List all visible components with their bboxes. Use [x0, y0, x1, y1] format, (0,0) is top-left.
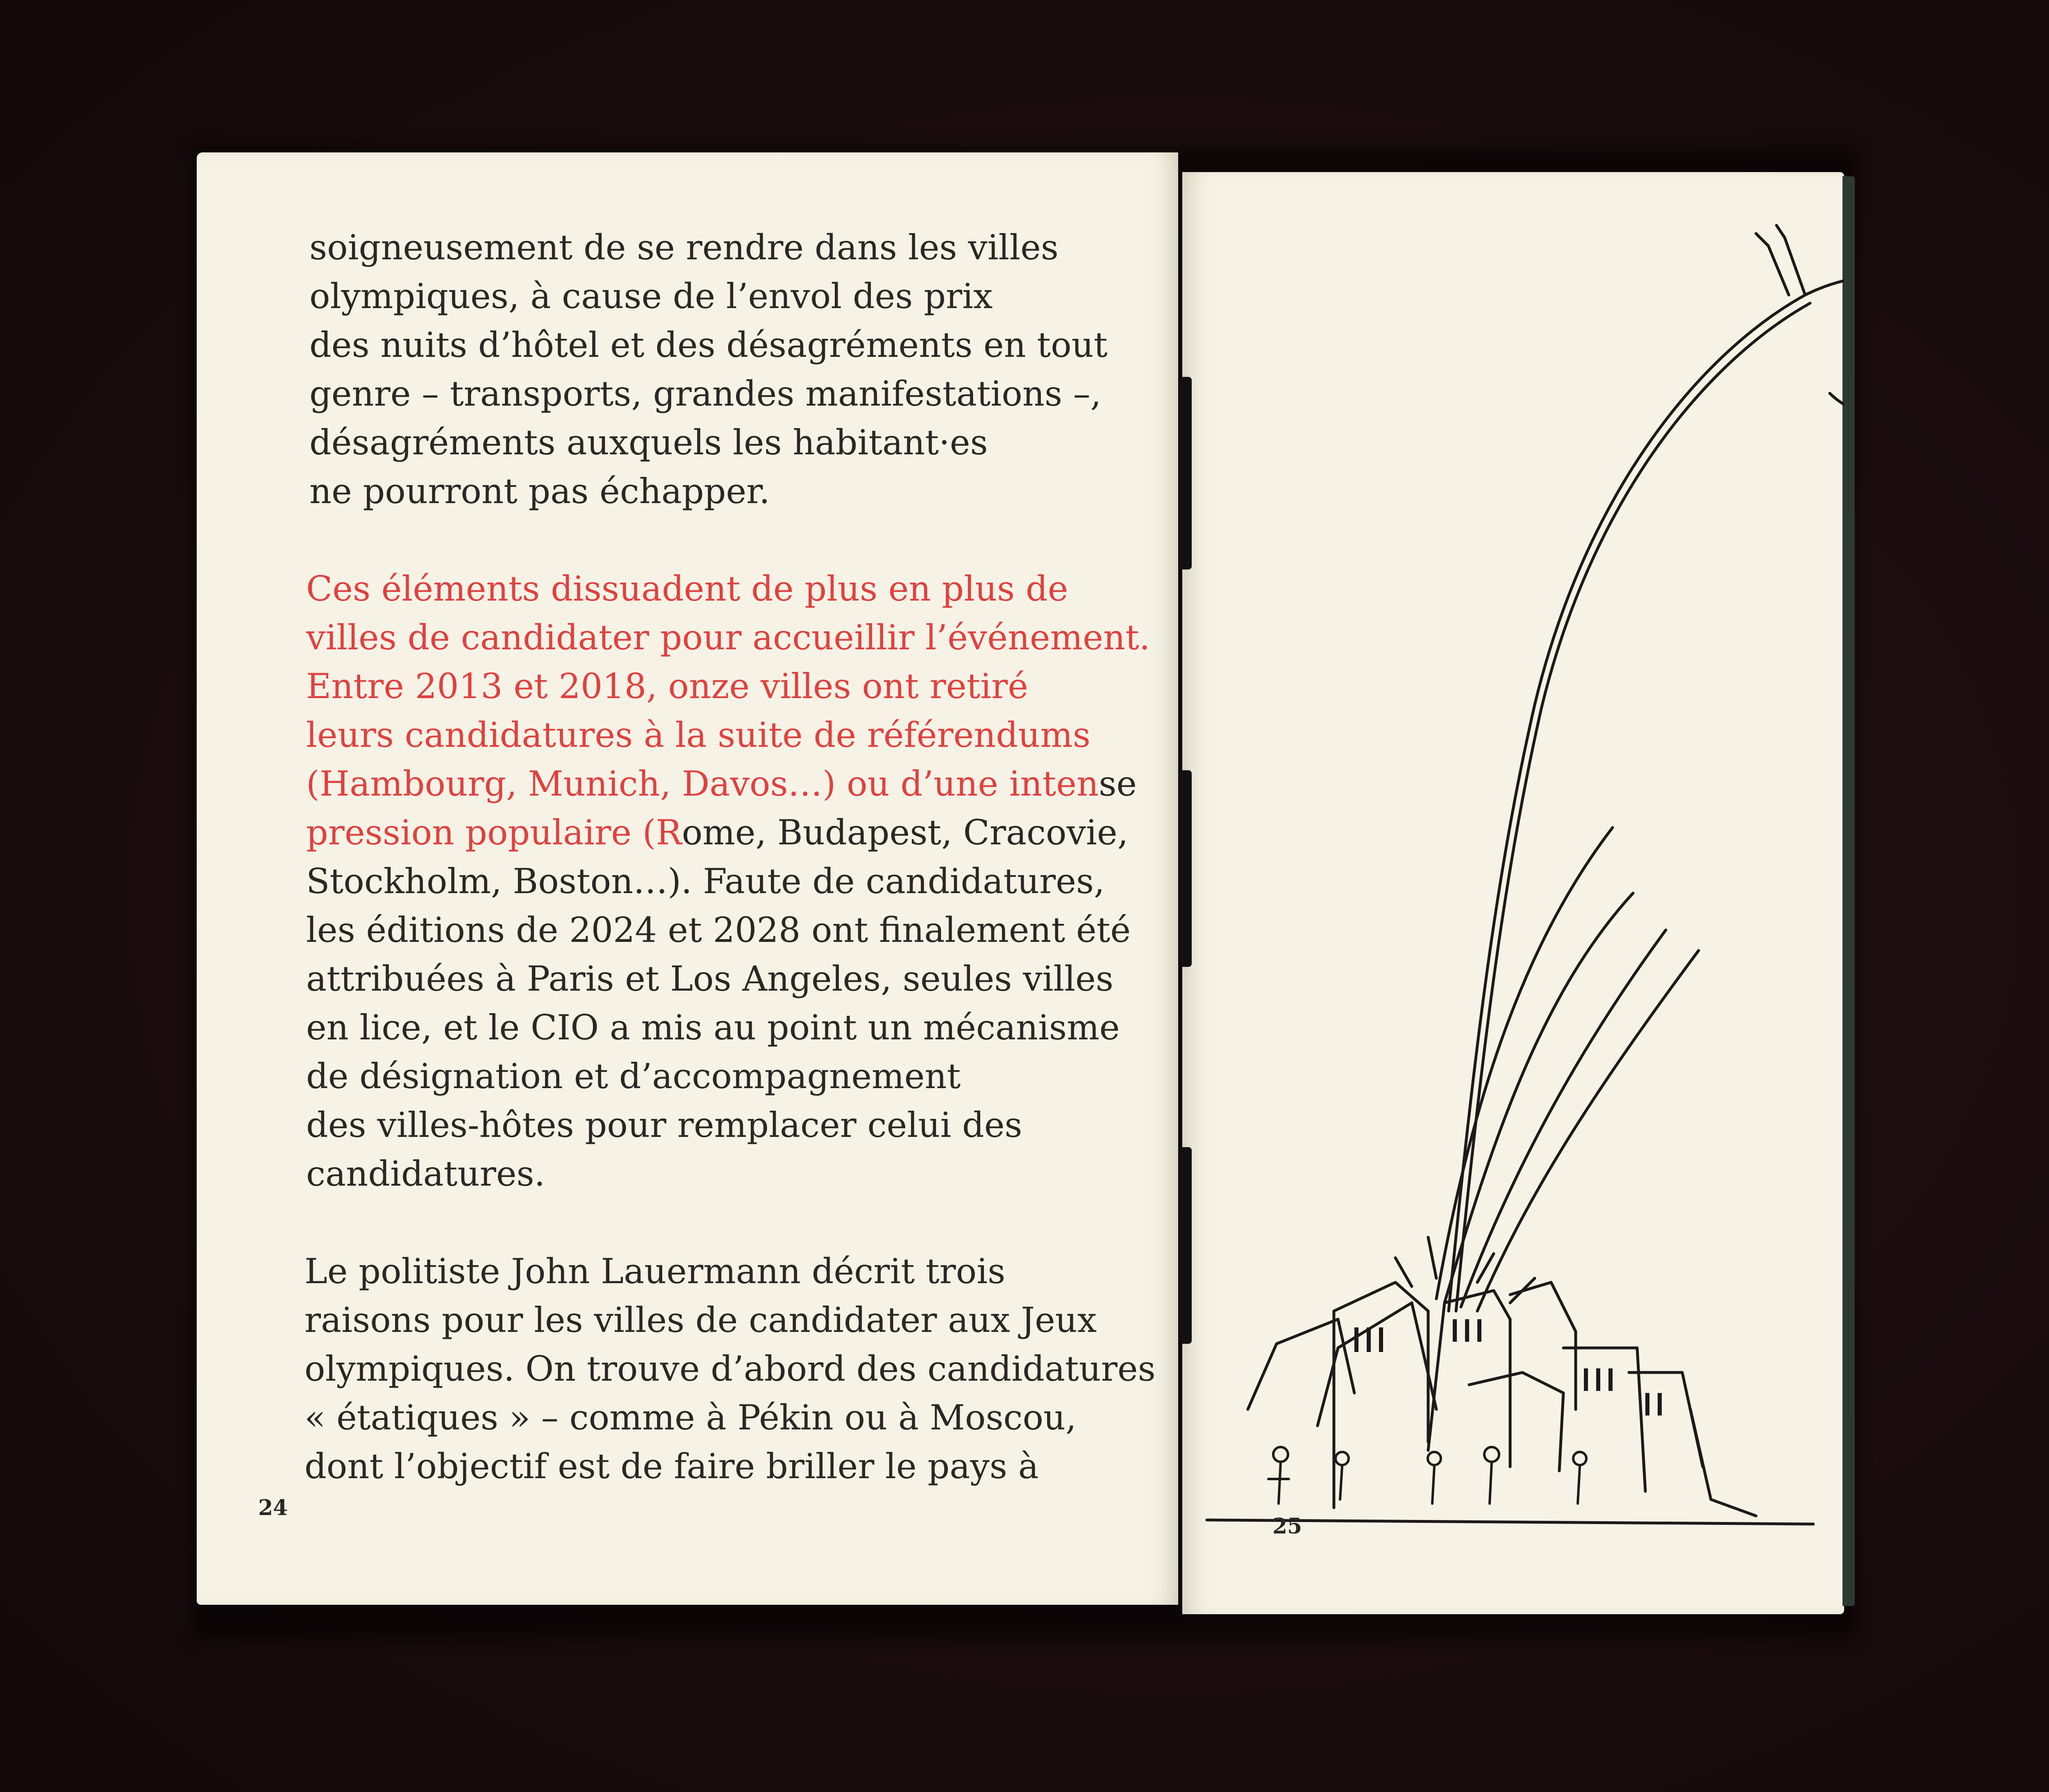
mixed-line: [306, 808, 1129, 857]
motion-line: [1445, 893, 1633, 1303]
text-line: les éditions de 2024 et 2028 ont finalement été: [306, 910, 1131, 950]
paragraph-1: [309, 223, 1108, 516]
mixed-line: [306, 760, 1137, 808]
text-line: raisons pour les villes de candidater aux Jeux: [304, 1300, 1097, 1340]
highlighted-line: villes de candidater pour accueillir l’événement.: [306, 617, 1150, 658]
text-line: désagréments auxquels les habitant·es: [309, 422, 988, 463]
text-line: dont l’objectif est de faire briller le pays à: [304, 1446, 1039, 1486]
paragraph-2: [306, 565, 1150, 1198]
text-line: attribuées à Paris et Los Angeles, seules villes: [306, 959, 1113, 999]
text-line: « étatiques » – comme à Pékin ou à Moscou,: [304, 1397, 1077, 1438]
text-line: en lice, et le CIO a mis au point un mécanisme: [306, 1007, 1120, 1048]
text-line: genre – transports, grandes manifestations –,: [309, 374, 1102, 414]
text-line: de désignation et d’accompagnement: [306, 1056, 961, 1096]
page-number-right: 25: [1272, 1514, 1302, 1539]
paragraph-3: [304, 1247, 1156, 1491]
text-line: candidatures.: [306, 1154, 545, 1194]
motion-line: [1436, 828, 1613, 1299]
highlighted-line: Ces éléments dissuadent de plus en plus de: [306, 569, 1068, 609]
plain-fragment: ome, Budapest, Cracovie,: [681, 812, 1129, 853]
highlighted-line: leurs candidatures à la suite de référendums: [306, 715, 1090, 755]
pole-edge: [1456, 303, 1810, 1311]
page-edge: [1842, 176, 1855, 1606]
building-windows: [1354, 1319, 1662, 1415]
highlighted-fragment: pression populaire (R: [306, 812, 682, 853]
page-number-left: 24: [258, 1495, 288, 1520]
building: [1690, 1409, 1756, 1516]
text-line: Le politiste John Lauermann décrit trois: [304, 1251, 1006, 1291]
plain-fragment: se: [1099, 764, 1137, 804]
vaulter-legs: [1768, 238, 1805, 295]
building: [1510, 1282, 1576, 1409]
motion-line: [1477, 950, 1699, 1311]
highlighted-fragment: (Hambourg, Munich, Davos…) ou d’une inten: [306, 764, 1099, 804]
left-page-text: [304, 223, 1156, 1491]
pedestrians: [1268, 1447, 1586, 1504]
vaulter-torso: [1805, 277, 1844, 295]
vaulter-motion: [1830, 393, 1844, 415]
text-line: des villes-hôtes pour remplacer celui des: [306, 1105, 1022, 1145]
text-line: des nuits d’hôtel et des désagréments en tout: [309, 325, 1108, 365]
text-line: ne pourront pas échapper.: [309, 471, 770, 511]
text-line: Stockholm, Boston…). Faute de candidatures,: [306, 861, 1105, 901]
vaulter-feet: [1756, 225, 1785, 246]
pole-vault-illustration: [1182, 172, 1844, 1614]
building: [1248, 1319, 1354, 1409]
text-line: olympiques. On trouve d’abord des candidatures: [304, 1349, 1156, 1389]
pole: [1449, 295, 1805, 1311]
text-line: olympiques, à cause de l’envol des prix: [309, 276, 993, 316]
highlighted-line: Entre 2013 et 2018, onze villes ont retiré: [306, 666, 1028, 706]
text-line: soigneusement de se rendre dans les villes: [309, 227, 1059, 268]
